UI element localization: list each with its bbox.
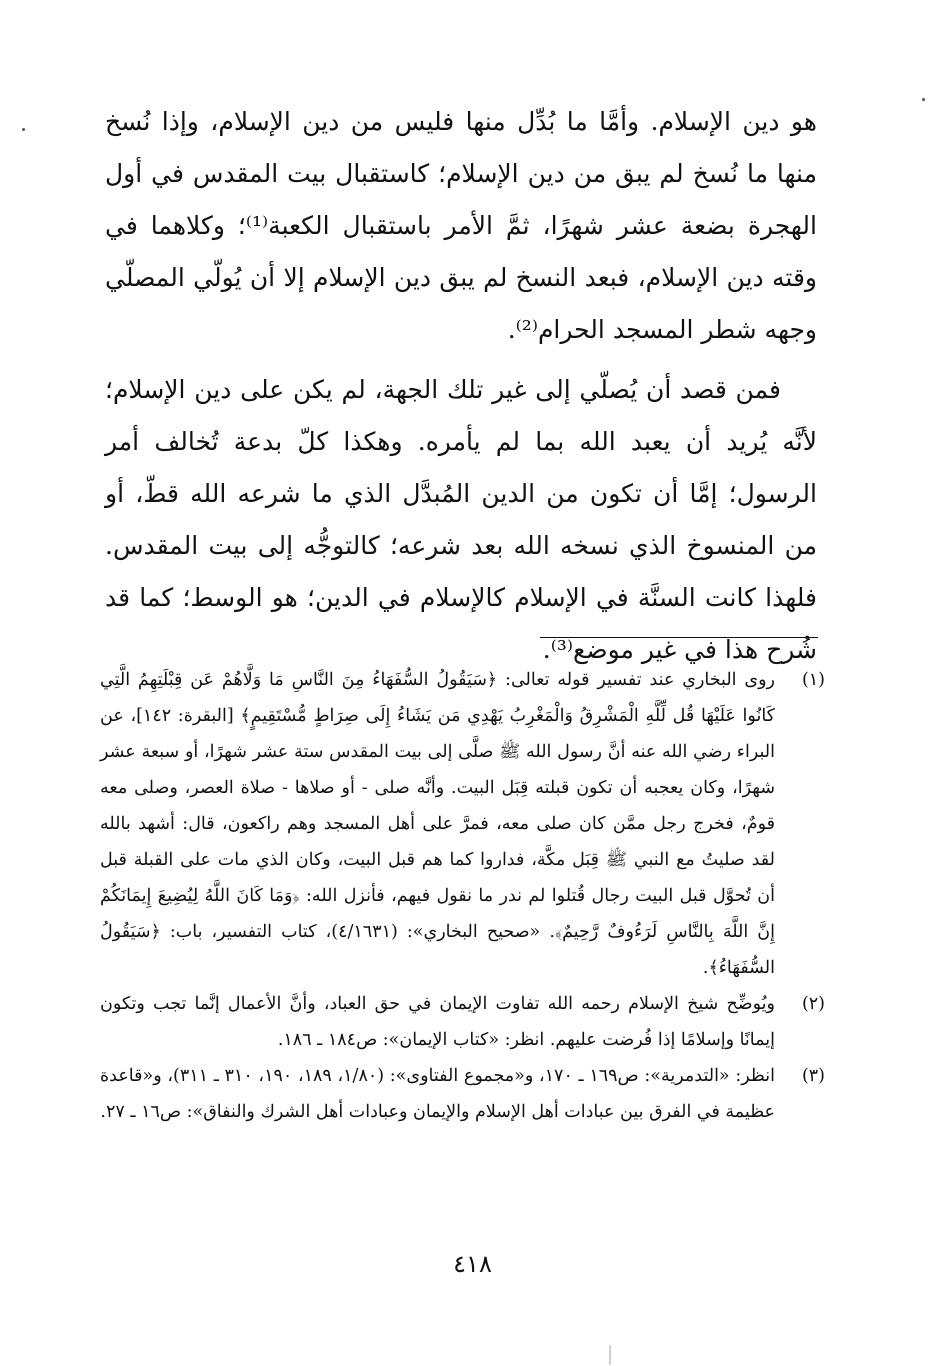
footnote-2 xyxy=(100,986,825,1058)
scan-speck xyxy=(922,98,925,101)
footnote-text: انظر: «التدمرية»: ص١٦٩ ـ ١٧٠، و«مجموع الفتاوى»: (١/٨٠، ١٨٩، ١٩٠، ٣١٠ ـ ٣١١)، و«قاعدة عظيمة في الفرق بين عبادات أهل الإسلام والإيمان وعبادات أهل الشرك والنفاق»: ص١٦ ـ ٢٧. xyxy=(100,1066,775,1122)
footnote-marker: (١) xyxy=(801,670,825,690)
footnote-text: ويُوضِّح شيخ الإسلام رحمه الله تفاوت الإيمان في حق العباد، وأنَّ الأعمال إنَّما تجب وتكون إيمانًا وإسلامًا إذا فُرضت عليهم. انظر: «كتاب الإيمان»: ص١٨٤ ـ ١٨٦. xyxy=(100,994,775,1050)
scan-speck xyxy=(22,128,25,131)
footnotes xyxy=(100,662,825,1130)
footnote-marker: (٢) xyxy=(801,994,825,1014)
paragraph-1: هو دين الإسلام. وأمَّا ما بُدِّل منها فليس من دين الإسلام، وإذا نُسخ منها ما نُسخ لم يبق من دين الإسلام؛ كاستقبال بيت المقدس في أول الهجرة بضعة عشر شهرًا، ثمَّ الأمر باستقبال الكعبة⁽¹⁾؛ وكلاهما في وقته دين الإسلام، فبعد النسخ لم يبق دين الإسلام إلا أن يُولّي المصلّي وجهه شطر المسجد الحرام⁽²⁾. xyxy=(105,107,817,344)
page-number: ٤١٨ xyxy=(453,1250,492,1278)
paragraph-2: فمن قصد أن يُصلّي إلى غير تلك الجهة، لم يكن على دين الإسلام؛ لأنَّه يُريد أن يعبد الله بما لم يأمره. وهكذا كلّ بدعة تُخالف أمر الرسول؛ إمَّا أن تكون من الدين المُبدَّل الذي ما شرعه الله قطّ، أو من المنسوخ الذي نسخه الله بعد شرعه؛ كالتوجُّه إلى بيت المقدس. فلهذا كانت السنَّة في الإسلام كالإسلام في الدين؛ هو الوسط؛ كما قد شُرح هذا في غير موضع⁽³⁾. xyxy=(105,375,817,664)
footnote-divider xyxy=(540,637,818,638)
scan-edge-mark xyxy=(609,1345,611,1365)
main-text xyxy=(105,96,817,676)
footnote-1 xyxy=(100,662,825,986)
footnote-marker: (٣) xyxy=(801,1066,825,1086)
footnote-3 xyxy=(100,1058,825,1130)
footnote-text: روى البخاري عند تفسير قوله تعالى: ﴿سَيَقُولُ السُّفَهَاءُ مِنَ النَّاسِ مَا وَلَّاهُمْ عَن قِبْلَتِهِمُ الَّتِي كَانُوا عَلَيْهَا قُل لِّلَّهِ الْمَشْرِقُ وَالْمَغْرِبُ يَهْدِي مَن يَشَاءُ إِلَى صِرَاطٍ مُّسْتَقِيمٍ﴾ [البقرة: ١٤٢]، عن البراء رضي الله عنه أنَّ رسول الله ﷺ صلَّى إلى بيت المقدس ستة عشر شهرًا، أو سبعة عشر شهرًا، وكان يعجبه أن تكون قبلته قِبَل البيت. وأنَّه صلى - أو صلاها - صلاة العصر، وصلى معه قومٌ، فخرج رجل ممَّن كان صلى معه، فمرَّ على أهل المسجد وهم راكعون، قال: أشهد بالله لقد صليتُ مع النبي ﷺ قِبَل مكَّة، فداروا كما هم قبل البيت، وكان الذي مات على القبلة قبل أن تُحوَّل قبل البيت رجال قُتلوا لم ندر ما نقول فيهم، فأنزل الله: ﴿وَمَا كَانَ اللَّهُ لِيُضِيعَ إِيمَانَكُمْ إِنَّ اللَّهَ بِالنَّاسِ لَرَءُوفٌ رَّحِيمٌ﴾. «صحيح البخاري»: (٤/١٦٣١)، كتاب التفسير، باب: ﴿سَيَقُولُ السُّفَهَاءُ﴾. xyxy=(100,670,775,978)
